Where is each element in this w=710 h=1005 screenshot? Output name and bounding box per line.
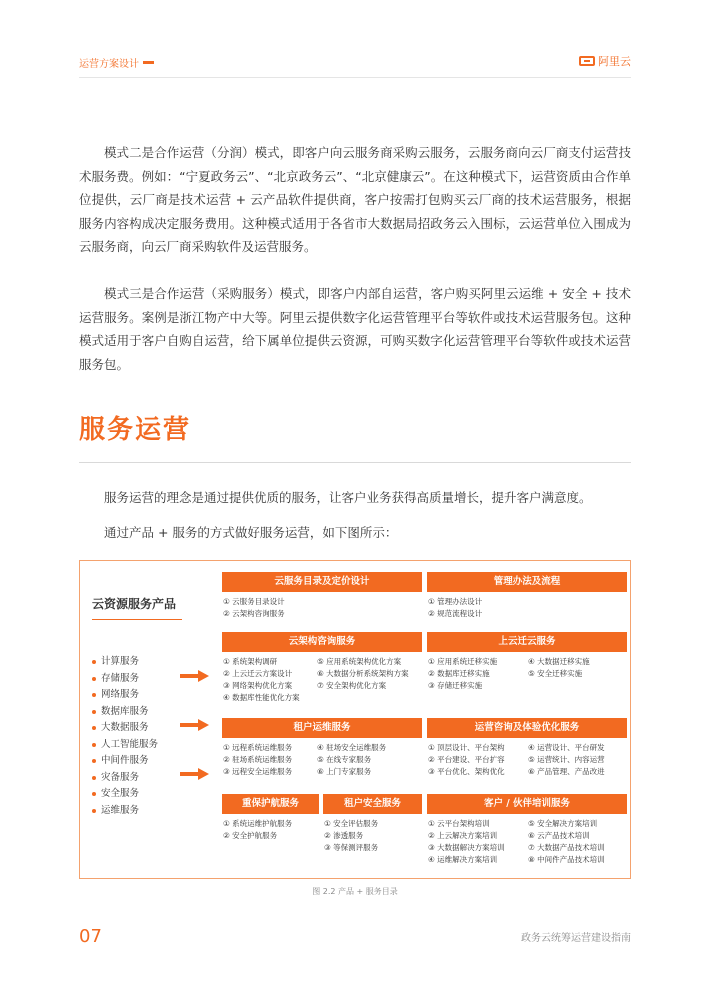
service-item: ① 安全评估服务 xyxy=(324,819,379,828)
service-box xyxy=(427,794,627,866)
service-item: ① 云平台架构培训 xyxy=(428,819,490,828)
service-column xyxy=(427,596,627,620)
service-item: ④ 运营设计、平台研发 xyxy=(528,743,605,752)
service-item: ③ 等保测评服务 xyxy=(324,843,379,852)
service-item: ⑤ 安全解决方案培训 xyxy=(528,819,598,828)
service-item: ② 数据库迁移实施 xyxy=(428,669,490,678)
header-divider xyxy=(79,77,631,78)
service-box-title: 运营咨询及体验优化服务 xyxy=(427,718,627,738)
service-column xyxy=(527,818,627,866)
service-item: ③ 大数据解决方案培训 xyxy=(428,843,505,852)
section-divider xyxy=(79,462,631,463)
aliyun-logo xyxy=(579,53,631,69)
service-column xyxy=(427,818,527,866)
service-item: ⑧ 中间件产品技术培训 xyxy=(528,855,605,864)
service-item: ⑦ 大数据产品技术培训 xyxy=(528,843,605,852)
cloud-product-label: 人工智能服务 xyxy=(101,738,159,750)
cloud-product-item xyxy=(92,687,158,704)
service-box-body xyxy=(427,592,627,620)
service-box xyxy=(222,794,319,842)
service-box-title: 管理办法及流程 xyxy=(427,572,627,592)
service-box xyxy=(222,572,422,620)
bullet-dot-icon xyxy=(92,710,96,714)
service-item: ③ 远程安全运维服务 xyxy=(223,767,293,776)
bullet-dot-icon xyxy=(92,759,96,763)
service-box xyxy=(427,632,627,692)
service-item: ② 云架构咨询服务 xyxy=(223,609,285,618)
service-box xyxy=(427,572,627,620)
service-box-title: 云架构咨询服务 xyxy=(222,632,422,652)
service-column xyxy=(222,656,316,704)
service-item: ② 渗透服务 xyxy=(324,831,364,840)
service-item: ⑥ 云产品技术培训 xyxy=(528,831,590,840)
service-box-title: 租户运维服务 xyxy=(222,718,422,738)
service-box-body xyxy=(427,814,627,866)
service-item: ① 管理办法设计 xyxy=(428,597,483,606)
logo-text: 阿里云 xyxy=(598,55,631,68)
page-header xyxy=(79,55,631,79)
service-item: ④ 运维解决方案培训 xyxy=(428,855,498,864)
service-box-body xyxy=(323,814,422,854)
service-item: ⑥ 大数据分析系统架构方案 xyxy=(317,669,409,678)
service-box xyxy=(222,718,422,778)
service-item: ⑤ 安全迁移实施 xyxy=(528,669,583,678)
cloud-product-item xyxy=(92,753,158,770)
service-catalog-figure xyxy=(79,560,631,879)
service-column xyxy=(222,742,316,778)
bullet-dot-icon xyxy=(92,726,96,730)
cloud-product-item xyxy=(92,720,158,737)
service-item: ⑥ 上门专家服务 xyxy=(317,767,372,776)
bullet-dot-icon xyxy=(92,677,96,681)
service-column xyxy=(222,818,319,842)
intro-paragraph: 服务运营的理念是通过提供优质的服务，让客户业务获得高质量增长，提升客户满意度。 xyxy=(104,490,592,505)
service-item: ⑤ 运营统计、内容运营 xyxy=(528,755,605,764)
bullet-dot-icon xyxy=(92,660,96,664)
service-item: ② 上云解决方案培训 xyxy=(428,831,498,840)
service-item: ⑥ 产品管理、产品改进 xyxy=(528,767,605,776)
service-item: ① 系统架构调研 xyxy=(223,657,278,666)
service-column xyxy=(427,742,527,778)
cloud-product-item xyxy=(92,786,158,803)
service-box-body xyxy=(222,738,422,778)
service-box xyxy=(222,632,422,704)
service-item: ⑤ 在线专家服务 xyxy=(317,755,372,764)
paragraph-mode-two: 模式二是合作运营（分润）模式，即客户向云服务商采购云服务，云服务商向云厂商支付运营技术服务费。例如：“宁夏政务云”、“北京政务云”、“北京健康云”。在这种模式下，运营资质由合作单位提供，云厂商是技术运营 + 云产品软件提供商，客户按需打包购买云厂商的技术运营服务，根据服务内容构成决定服务费用。这种模式适用于各省市大数据局招政务云入围标，云运营单位入围成为云服务商，向云厂商采购软件及运营服务。 xyxy=(79,145,631,254)
service-column xyxy=(316,742,422,778)
service-item: ① 远程系统运维服务 xyxy=(223,743,293,752)
header-title: 运营方案设计 xyxy=(79,59,139,70)
intro-lead: 通过产品 + 服务的方式做好服务运营，如下图所示： xyxy=(104,525,398,540)
service-box-title: 租户安全服务 xyxy=(323,794,422,814)
service-box-body xyxy=(222,814,319,842)
cloud-product-item xyxy=(92,770,158,787)
arrow-right-icon xyxy=(180,719,210,731)
cloud-products-underline xyxy=(92,619,182,620)
cloud-products-list xyxy=(92,654,158,819)
cloud-product-label: 存储服务 xyxy=(101,672,140,684)
service-column xyxy=(222,596,422,620)
service-item: ③ 网络架构优化方案 xyxy=(223,681,293,690)
bullet-dot-icon xyxy=(92,809,96,813)
cloud-product-label: 运维服务 xyxy=(101,804,140,816)
bullet-dot-icon xyxy=(92,792,96,796)
section-title: 服务运营 xyxy=(79,415,192,445)
service-item: ① 系统运维护航服务 xyxy=(223,819,293,828)
service-item: ② 平台建设、平台扩容 xyxy=(428,755,505,764)
service-item: ② 规范流程设计 xyxy=(428,609,483,618)
service-box-body xyxy=(222,652,422,704)
service-box-body xyxy=(222,592,422,620)
service-item: ① 云服务目录设计 xyxy=(223,597,285,606)
service-box-title: 客户 / 伙伴培训服务 xyxy=(427,794,627,814)
cloud-product-label: 数据库服务 xyxy=(101,705,149,717)
bullet-dot-icon xyxy=(92,743,96,747)
footer-doc-title: 政务云统筹运营建设指南 xyxy=(521,933,631,944)
cloud-product-label: 大数据服务 xyxy=(101,722,149,733)
bullet-dot-icon xyxy=(92,776,96,780)
service-item: ② 驻场系统运维服务 xyxy=(223,755,293,764)
paragraph-mode-three: 模式三是合作运营（采购服务）模式，即客户内部自运营，客户购买阿里云运维 + 安全 + 技术运营服务。案例是浙江物产中大等。阿里云提供数字化运营管理平台等软件或技术运营服务包。这种模式适用于客户自购自运营，给下属单位提供云资源，可购买数字化运营管理平台等软件或技术运营服务包。 xyxy=(79,286,631,372)
arrow-right-icon xyxy=(180,768,210,780)
service-item: ⑦ 安全架构优化方案 xyxy=(317,681,387,690)
service-item: ④ 数据库性能优化方案 xyxy=(223,693,300,702)
cloud-product-label: 计算服务 xyxy=(101,656,140,667)
bullet-dot-icon xyxy=(92,693,96,697)
figure-caption: 图 2.2 产品 + 服务目录 xyxy=(312,887,398,896)
header-accent-mark xyxy=(143,61,154,64)
service-item: ② 安全护航服务 xyxy=(223,831,278,840)
arrow-right-icon xyxy=(180,670,210,682)
cloud-product-item xyxy=(92,671,158,688)
cloud-product-label: 网络服务 xyxy=(101,689,140,700)
service-item: ④ 大数据迁移实施 xyxy=(528,657,590,666)
service-item: ② 上云迁云方案设计 xyxy=(223,669,293,678)
service-item: ③ 存储迁移实施 xyxy=(428,681,483,690)
cloud-product-label: 安全服务 xyxy=(101,788,140,799)
service-box-title: 重保护航服务 xyxy=(222,794,319,814)
service-box-title: 上云迁云服务 xyxy=(427,632,627,652)
service-column xyxy=(527,656,627,692)
service-column xyxy=(427,656,527,692)
service-box-title: 云服务目录及定价设计 xyxy=(222,572,422,592)
service-box xyxy=(323,794,422,854)
cloud-product-item xyxy=(92,803,158,820)
service-item: ⑤ 应用系统架构优化方案 xyxy=(317,657,402,666)
service-box-body xyxy=(427,652,627,692)
cloud-products-title: 云资源服务产品 xyxy=(92,597,177,611)
page-number: 07 xyxy=(79,926,102,947)
service-item: ③ 平台优化、架构优化 xyxy=(428,767,505,776)
service-item: ① 顶层设计、平台架构 xyxy=(428,743,505,752)
cloud-product-label: 灾备服务 xyxy=(101,771,140,783)
cloud-product-item xyxy=(92,704,158,721)
cloud-product-item xyxy=(92,654,158,671)
service-item: ④ 驻场安全运维服务 xyxy=(317,743,387,752)
service-item: ① 应用系统迁移实施 xyxy=(428,657,498,666)
cloud-product-label: 中间件服务 xyxy=(101,755,149,766)
cloud-product-item xyxy=(92,737,158,754)
aliyun-logo-icon xyxy=(579,56,595,66)
service-column xyxy=(323,818,422,854)
service-box xyxy=(427,718,627,778)
service-column xyxy=(527,742,627,778)
service-column xyxy=(316,656,422,704)
service-box-body xyxy=(427,738,627,778)
